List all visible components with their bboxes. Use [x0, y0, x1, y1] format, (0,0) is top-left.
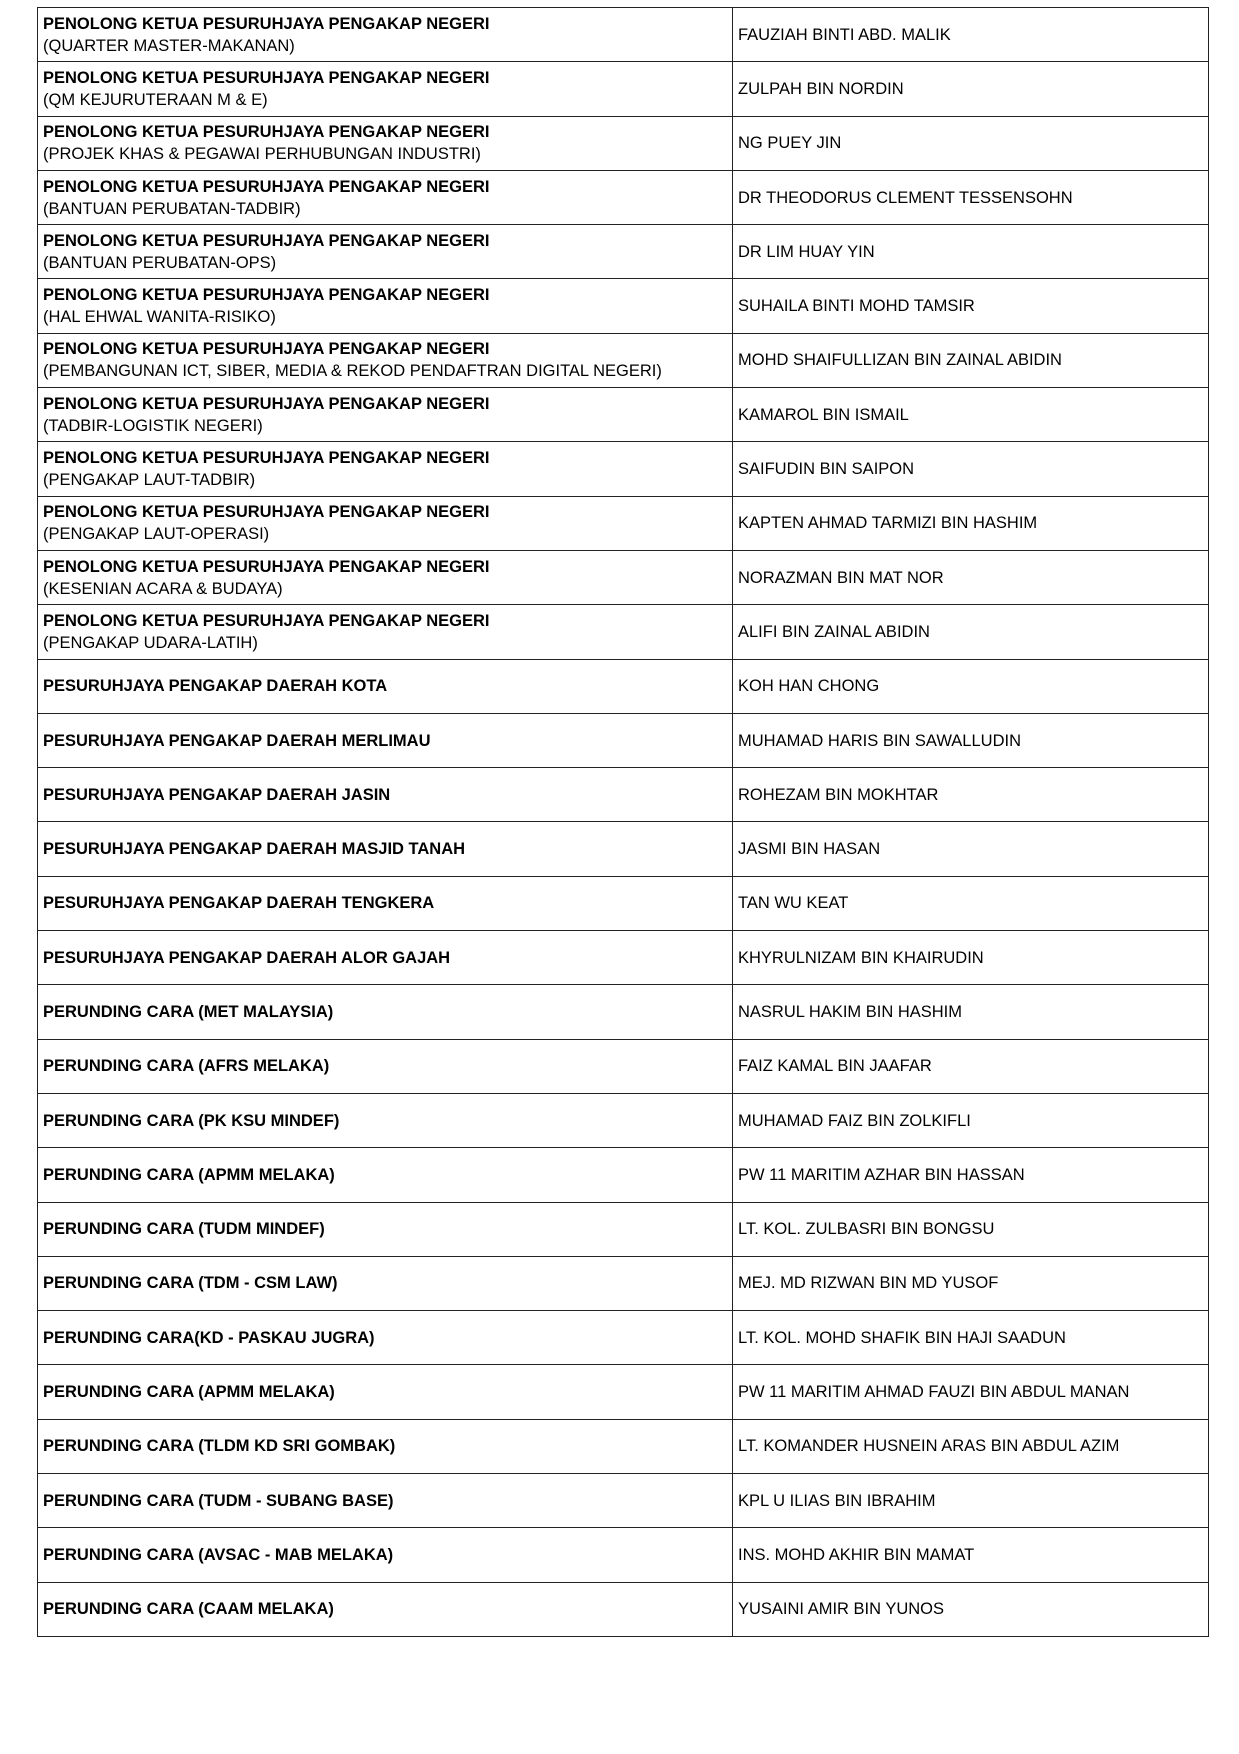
position-title: PERUNDING CARA (TDM - CSM LAW): [43, 1274, 338, 1293]
position-title: PERUNDING CARA (TUDM - SUBANG BASE): [43, 1491, 394, 1510]
position-subtitle: (HAL EHWAL WANITA-RISIKO): [43, 308, 276, 327]
table-row: [38, 1582, 1209, 1636]
officer-name-cell: KAPTEN AHMAD TARMIZI BIN HASHIM: [733, 496, 1209, 550]
table-row: [38, 225, 1209, 279]
position-title: PERUNDING CARA (AFRS MELAKA): [43, 1057, 330, 1076]
position-title: PESURUHJAYA PENGAKAP DAERAH JASIN: [43, 785, 391, 804]
position-cell: [38, 876, 733, 930]
position-cell: [38, 659, 733, 713]
position-cell: [38, 1365, 733, 1419]
position-cell: [38, 1093, 733, 1147]
position-title: PENOLONG KETUA PESURUHJAYA PENGAKAP NEGERI: [43, 503, 490, 522]
table-row: [38, 442, 1209, 496]
position-cell: [38, 1039, 733, 1093]
officer-name-cell: INS. MOHD AKHIR BIN MAMAT: [733, 1528, 1209, 1582]
position-cell: [38, 550, 733, 604]
position-cell: [38, 1582, 733, 1636]
table-row: [38, 876, 1209, 930]
position-subtitle: (BANTUAN PERUBATAN-TADBIR): [43, 199, 301, 218]
officer-name-cell: KHYRULNIZAM BIN KHAIRUDIN: [733, 931, 1209, 985]
officer-name-cell: KOH HAN CHONG: [733, 659, 1209, 713]
officer-name-cell: LT. KOL. MOHD SHAFIK BIN HAJI SAADUN: [733, 1311, 1209, 1365]
officer-name-cell: YUSAINI AMIR BIN YUNOS: [733, 1582, 1209, 1636]
officer-name-cell: ROHEZAM BIN MOKHTAR: [733, 768, 1209, 822]
position-cell: [38, 713, 733, 767]
officer-name-cell: MUHAMAD FAIZ BIN ZOLKIFLI: [733, 1093, 1209, 1147]
table-row: [38, 985, 1209, 1039]
officer-name-cell: FAUZIAH BINTI ABD. MALIK: [733, 8, 1209, 62]
position-cell: [38, 279, 733, 333]
position-subtitle: (QM KEJURUTERAAN M & E): [43, 90, 268, 109]
table-row: [38, 8, 1209, 62]
position-title: PENOLONG KETUA PESURUHJAYA PENGAKAP NEGERI: [43, 123, 490, 142]
position-cell: [38, 388, 733, 442]
position-subtitle: (PENGAKAP LAUT-OPERASI): [43, 525, 270, 544]
table-row: [38, 1202, 1209, 1256]
position-cell: [38, 225, 733, 279]
position-title: PENOLONG KETUA PESURUHJAYA PENGAKAP NEGERI: [43, 340, 490, 359]
table-row: [38, 1474, 1209, 1528]
position-title: PENOLONG KETUA PESURUHJAYA PENGAKAP NEGERI: [43, 557, 490, 576]
position-title: PERUNDING CARA (APMM MELAKA): [43, 1383, 335, 1402]
position-title: PERUNDING CARA (TUDM MINDEF): [43, 1220, 325, 1239]
position-cell: [38, 1474, 733, 1528]
officer-name-cell: MOHD SHAIFULLIZAN BIN ZAINAL ABIDIN: [733, 333, 1209, 387]
officer-name-cell: KAMAROL BIN ISMAIL: [733, 388, 1209, 442]
position-cell: [38, 1256, 733, 1310]
table-row: [38, 333, 1209, 387]
table-row: [38, 1528, 1209, 1582]
officer-name-cell: SUHAILA BINTI MOHD TAMSIR: [733, 279, 1209, 333]
officer-name-cell: ZULPAH BIN NORDIN: [733, 62, 1209, 116]
table-row: [38, 822, 1209, 876]
position-subtitle: (PROJEK KHAS & PEGAWAI PERHUBUNGAN INDUSTRI): [43, 145, 481, 164]
position-cell: [38, 496, 733, 550]
officer-name-cell: DR THEODORUS CLEMENT TESSENSOHN: [733, 170, 1209, 224]
table-row: [38, 550, 1209, 604]
position-title: PENOLONG KETUA PESURUHJAYA PENGAKAP NEGERI: [43, 14, 490, 33]
position-cell: [38, 442, 733, 496]
position-cell: [38, 1528, 733, 1582]
position-title: PENOLONG KETUA PESURUHJAYA PENGAKAP NEGERI: [43, 68, 490, 87]
table-row: [38, 1256, 1209, 1310]
table-row: [38, 116, 1209, 170]
officer-name-cell: LT. KOMANDER HUSNEIN ARAS BIN ABDUL AZIM: [733, 1419, 1209, 1473]
position-subtitle: (PENGAKAP LAUT-TADBIR): [43, 471, 256, 490]
position-title: PERUNDING CARA (AVSAC - MAB MELAKA): [43, 1545, 394, 1564]
position-title: PENOLONG KETUA PESURUHJAYA PENGAKAP NEGERI: [43, 177, 490, 196]
position-subtitle: (PEMBANGUNAN ICT, SIBER, MEDIA & REKOD PENDAFTRAN DIGITAL NEGERI): [43, 362, 662, 381]
table-row: [38, 931, 1209, 985]
officer-name-cell: TAN WU KEAT: [733, 876, 1209, 930]
position-cell: [38, 822, 733, 876]
table-row: [38, 1039, 1209, 1093]
officer-name-cell: KPL U ILIAS BIN IBRAHIM: [733, 1474, 1209, 1528]
officer-name-cell: MUHAMAD HARIS BIN SAWALLUDIN: [733, 713, 1209, 767]
position-cell: [38, 1148, 733, 1202]
table-row: [38, 1419, 1209, 1473]
officer-name-cell: ALIFI BIN ZAINAL ABIDIN: [733, 605, 1209, 659]
position-title: PERUNDING CARA (PK KSU MINDEF): [43, 1111, 340, 1130]
officer-name-cell: NG PUEY JIN: [733, 116, 1209, 170]
position-cell: [38, 8, 733, 62]
position-subtitle: (KESENIAN ACARA & BUDAYA): [43, 579, 283, 598]
officer-name-cell: PW 11 MARITIM AZHAR BIN HASSAN: [733, 1148, 1209, 1202]
table-row: [38, 170, 1209, 224]
position-title: PESURUHJAYA PENGAKAP DAERAH KOTA: [43, 677, 388, 696]
table-row: [38, 1093, 1209, 1147]
position-title: PERUNDING CARA (APMM MELAKA): [43, 1165, 335, 1184]
position-title: PENOLONG KETUA PESURUHJAYA PENGAKAP NEGERI: [43, 394, 490, 413]
officer-name-cell: NORAZMAN BIN MAT NOR: [733, 550, 1209, 604]
table-row: [38, 768, 1209, 822]
position-cell: [38, 1311, 733, 1365]
officer-name-cell: DR LIM HUAY YIN: [733, 225, 1209, 279]
position-subtitle: (TADBIR-LOGISTIK NEGERI): [43, 416, 263, 435]
table-row: [38, 713, 1209, 767]
position-title: PESURUHJAYA PENGAKAP DAERAH ALOR GAJAH: [43, 948, 451, 967]
table-row: [38, 1148, 1209, 1202]
table-row: [38, 659, 1209, 713]
position-cell: [38, 985, 733, 1039]
position-title: PENOLONG KETUA PESURUHJAYA PENGAKAP NEGERI: [43, 611, 490, 630]
position-cell: [38, 931, 733, 985]
position-title: PESURUHJAYA PENGAKAP DAERAH MASJID TANAH: [43, 840, 466, 859]
position-cell: [38, 62, 733, 116]
position-title: PENOLONG KETUA PESURUHJAYA PENGAKAP NEGERI: [43, 449, 490, 468]
officer-name-cell: SAIFUDIN BIN SAIPON: [733, 442, 1209, 496]
roster-table-body: [38, 8, 1209, 1637]
position-title: PENOLONG KETUA PESURUHJAYA PENGAKAP NEGERI: [43, 286, 490, 305]
position-subtitle: (PENGAKAP UDARA-LATIH): [43, 633, 258, 652]
position-cell: [38, 116, 733, 170]
position-cell: [38, 605, 733, 659]
position-cell: [38, 768, 733, 822]
officer-name-cell: LT. KOL. ZULBASRI BIN BONGSU: [733, 1202, 1209, 1256]
position-subtitle: (BANTUAN PERUBATAN-OPS): [43, 253, 277, 272]
officer-name-cell: NASRUL HAKIM BIN HASHIM: [733, 985, 1209, 1039]
position-title: PERUNDING CARA (TLDM KD SRI GOMBAK): [43, 1437, 396, 1456]
officer-roster-table: [37, 7, 1209, 1637]
position-subtitle: (QUARTER MASTER-MAKANAN): [43, 36, 295, 55]
position-title: PERUNDING CARA (MET MALAYSIA): [43, 1002, 334, 1021]
position-title: PERUNDING CARA(KD - PASKAU JUGRA): [43, 1328, 375, 1347]
position-cell: [38, 1202, 733, 1256]
position-cell: [38, 170, 733, 224]
position-cell: [38, 1419, 733, 1473]
officer-name-cell: JASMI BIN HASAN: [733, 822, 1209, 876]
table-row: [38, 62, 1209, 116]
position-cell: [38, 333, 733, 387]
table-row: [38, 1311, 1209, 1365]
table-row: [38, 1365, 1209, 1419]
position-title: PERUNDING CARA (CAAM MELAKA): [43, 1600, 334, 1619]
position-title: PENOLONG KETUA PESURUHJAYA PENGAKAP NEGERI: [43, 231, 490, 250]
table-row: [38, 279, 1209, 333]
table-row: [38, 605, 1209, 659]
officer-name-cell: MEJ. MD RIZWAN BIN MD YUSOF: [733, 1256, 1209, 1310]
position-title: PESURUHJAYA PENGAKAP DAERAH TENGKERA: [43, 894, 435, 913]
position-title: PESURUHJAYA PENGAKAP DAERAH MERLIMAU: [43, 731, 431, 750]
table-row: [38, 496, 1209, 550]
officer-name-cell: PW 11 MARITIM AHMAD FAUZI BIN ABDUL MANAN: [733, 1365, 1209, 1419]
table-row: [38, 388, 1209, 442]
officer-name-cell: FAIZ KAMAL BIN JAAFAR: [733, 1039, 1209, 1093]
